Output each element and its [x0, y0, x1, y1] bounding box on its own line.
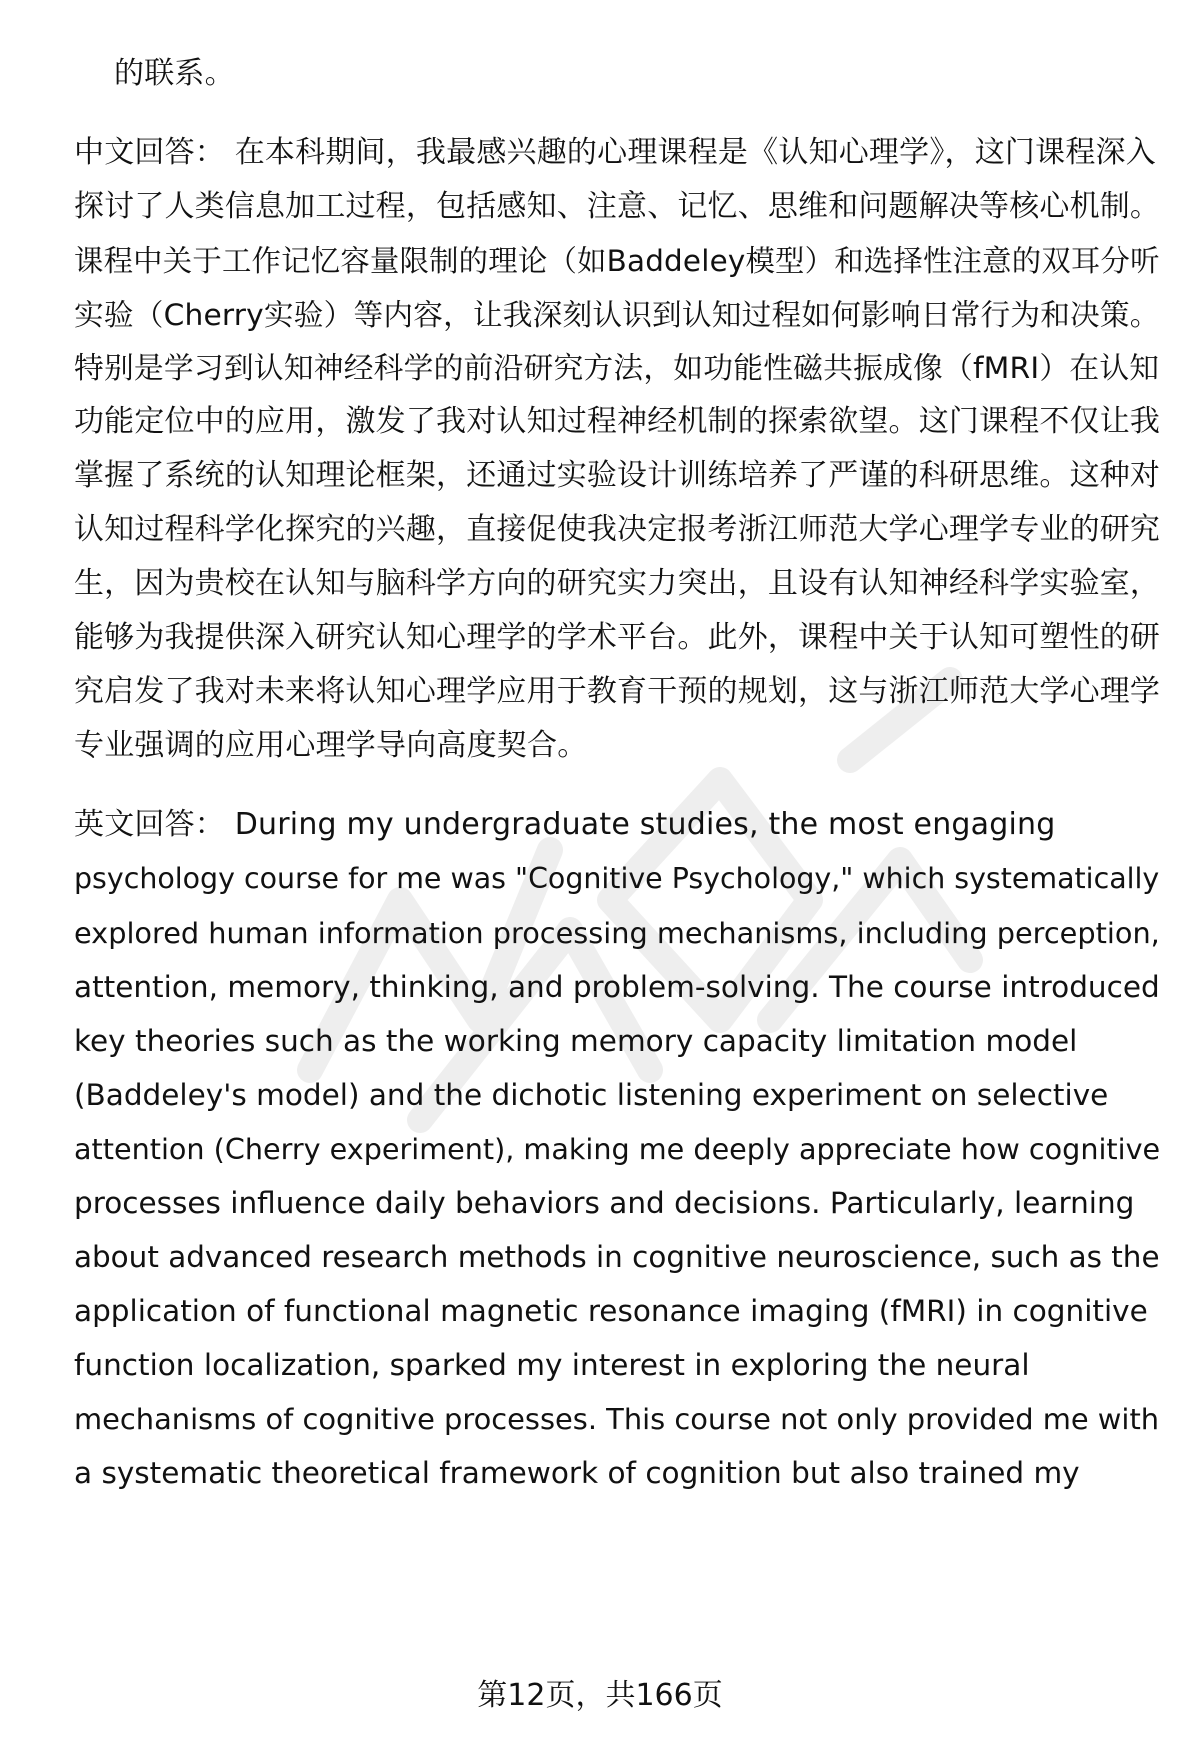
- text-line-3: 探讨了人类信息加工过程，包括感知、注意、记忆、思维和问题解决等核心机制。: [74, 189, 1161, 224]
- text-line-4: 课程中关于工作记忆容量限制的理论（如Baddeley模型）和选择性注意的双耳分听: [74, 244, 1160, 278]
- text-line-26: a systematic theoretical framework of cognition but also trained my: [74, 1456, 1080, 1490]
- text-line-25: mechanisms of cognitive processes. This course not only provided me with: [74, 1402, 1160, 1436]
- text-line-24: function localization, sparked my interest in exploring the neural: [74, 1348, 1030, 1382]
- text-line-1: 的联系。: [114, 56, 235, 91]
- text-line-17: attention, memory, thinking, and problem-solving. The course introduced: [74, 970, 1160, 1004]
- text-line-20: attention (Cherry experiment), making me deeply appreciate how cognitive: [74, 1132, 1161, 1166]
- text-line-19: (Baddeley's model) and the dichotic listening experiment on selective: [74, 1078, 1109, 1112]
- text-line-5: 实验（Cherry实验）等内容，让我深刻认识到认知过程如何影响日常行为和决策。: [74, 297, 1160, 332]
- page-number: 第12页，共166页: [477, 1678, 723, 1713]
- text-line-2: 中文回答： 在本科期间，我最感兴趣的心理课程是《认知心理学》，这门课程深入: [74, 135, 1156, 170]
- text-line-6: 特别是学习到认知神经科学的前沿研究方法，如功能性磁共振成像（fMRI）在认知: [74, 351, 1160, 386]
- text-line-23: application of functional magnetic resonance imaging (fMRI) in cognitive: [74, 1294, 1148, 1328]
- text-line-11: 能够为我提供深入研究认知心理学的学术平台。此外，课程中关于认知可塑性的研: [74, 620, 1161, 655]
- text-line-10: 生，因为贵校在认知与脑科学方向的研究实力突出，且设有认知神经科学实验室，: [74, 566, 1161, 601]
- text-line-9: 认知过程科学化探究的兴趣，直接促使我决定报考浙江师范大学心理学专业的研究: [74, 512, 1161, 547]
- text-line-8: 掌握了系统的认知理论框架，还通过实验设计训练培养了严谨的科研思维。这种对: [74, 458, 1161, 493]
- text-line-15: psychology course for me was "Cognitive Psychology," which systematically: [74, 862, 1160, 895]
- text-line-22: about advanced research methods in cognitive neuroscience, such as the: [74, 1240, 1160, 1274]
- text-line-18: key theories such as the working memory capacity limitation model: [74, 1024, 1078, 1058]
- text-line-16: explored human information processing mechanisms, including perception,: [74, 916, 1160, 950]
- text-line-12: 究启发了我对未来将认知心理学应用于教育干预的规划，这与浙江师范大学心理学: [74, 674, 1161, 709]
- text-line-21: processes influence daily behaviors and decisions. Particularly, learning: [74, 1186, 1135, 1220]
- text-line-7: 功能定位中的应用，激发了我对认知过程神经机制的探索欲望。这门课程不仅让我: [74, 404, 1161, 439]
- text-line-14: 英文回答： During my undergraduate studies, the most engaging: [74, 807, 1056, 842]
- text-line-13: 专业强调的应用心理学导向高度契合。: [74, 728, 588, 763]
